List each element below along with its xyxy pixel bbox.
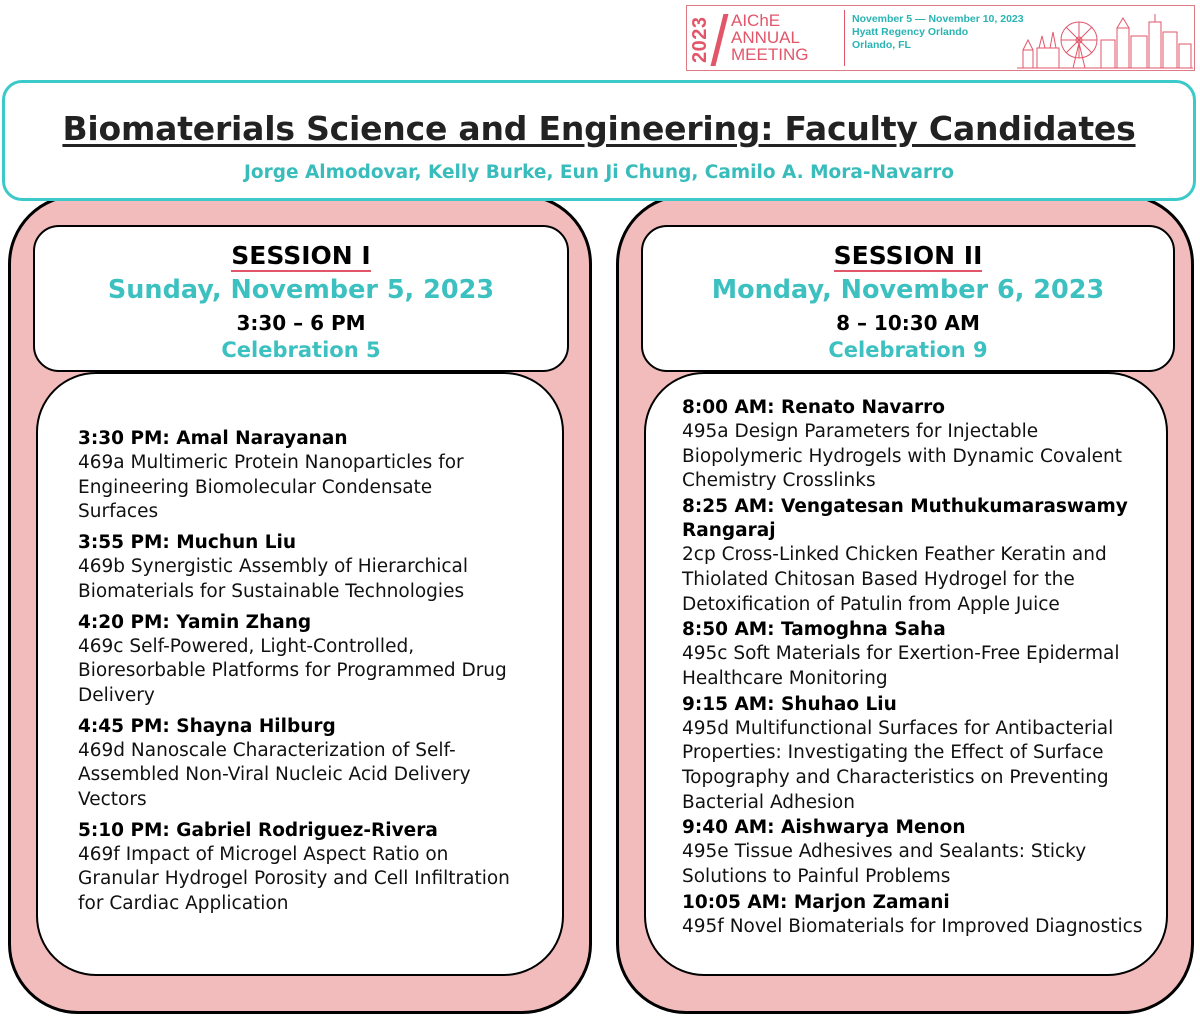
logo-venue: Hyatt Regency Orlando [852, 26, 969, 38]
talks-list [682, 396, 1152, 941]
logo-year: 2023 [689, 16, 711, 64]
talk-time-speaker: 3:30 PM: Amal Narayanan [78, 428, 348, 449]
talk-item [682, 891, 1152, 940]
talk-item [682, 396, 1152, 494]
talk-time-speaker: 8:50 AM: Tamoghna Saha [682, 619, 946, 641]
talks-box [644, 372, 1168, 976]
logo-org-name [731, 12, 841, 63]
session-room: Celebration 9 [828, 338, 988, 362]
talk-time-speaker: 8:00 AM: Renato Navarro [682, 397, 945, 418]
title-banner [2, 80, 1196, 201]
session-time: 3:30 – 6 PM [236, 311, 366, 335]
talk-time-speaker: 8:25 AM: Vengatesan Muthukumaraswamy Rangaraj [682, 496, 1128, 542]
session-label [643, 241, 1173, 270]
talk-item [78, 427, 518, 525]
talk-paper-title: 469b Synergistic Assembly of Hierarchical Biomaterials for Sustainable Technologies [78, 556, 468, 602]
session-date: Monday, November 6, 2023 [711, 275, 1105, 305]
talk-item [682, 495, 1152, 617]
talk-time-speaker: 9:15 AM: Shuhao Liu [682, 693, 897, 715]
logo-city: Orlando, FL [852, 39, 911, 51]
logo-org-line: ANNUAL [731, 28, 800, 47]
session-panel-2 [616, 194, 1194, 1014]
talk-paper-title: 469a Multimeric Protein Nanoparticles for Engineering Biomolecular Condensate Surfaces [78, 452, 464, 523]
talk-item [682, 693, 1152, 816]
session-panel-1 [8, 194, 592, 1014]
talk-item [78, 611, 518, 709]
talk-time-speaker: 4:45 PM: Shayna Hilburg [78, 715, 336, 737]
logo-event-details [852, 13, 1037, 52]
talk-paper-title: 495d Multifunctional Surfaces for Antibacterial Properties: Investigating the Effect of Surface Topography and Characteristics on Preventing Bacterial Adhesion [682, 717, 1114, 813]
talk-time-speaker: 3:55 PM: Muchun Liu [78, 532, 297, 554]
session-label-text: SESSION II [833, 241, 983, 270]
page-title: Biomaterials Science and Engineering: Faculty Candidates [62, 109, 1136, 148]
talk-paper-title: 469c Self-Powered, Light-Controlled, Bioresorbable Platforms for Programmed Drug Delivery [78, 635, 507, 706]
talk-item [78, 715, 518, 813]
logo-slash-mark [711, 14, 729, 66]
logo-org-line: AIChE [731, 11, 781, 30]
logo-org-line: MEETING [731, 45, 809, 64]
talk-item [682, 816, 1152, 889]
session-label [35, 241, 567, 270]
talk-time-speaker: 4:20 PM: Yamin Zhang [78, 611, 312, 633]
talk-time-speaker: 9:40 AM: Aishwarya Menon [682, 817, 966, 839]
talk-item [682, 618, 1152, 691]
talks-box [36, 372, 564, 976]
session-room: Celebration 5 [221, 338, 381, 362]
talk-paper-title: 495e Tissue Adhesives and Sealants: Sticky Solutions to Painful Problems [682, 841, 1087, 888]
talks-list [78, 427, 518, 923]
talk-paper-title: 2cp Cross-Linked Chicken Feather Keratin and Thiolated Chitosan Based Hydrogel for the Detoxification of Patulin from Apple Juice [682, 544, 1107, 615]
logo-divider [844, 10, 845, 66]
talk-time-speaker: 10:05 AM: Marjon Zamani [682, 891, 950, 913]
aiche-annual-meeting-logo [686, 5, 1195, 71]
logo-dates: November 5 — November 10, 2023 [852, 13, 1024, 25]
talk-paper-title: 495f Novel Biomaterials for Improved Diagnostics [682, 915, 1143, 937]
talk-paper-title: 469f Impact of Microgel Aspect Ratio on Granular Hydrogel Porosity and Cell Infiltration for Cardiac Application [78, 843, 510, 915]
talk-item [78, 531, 518, 604]
session-info-box [33, 225, 569, 372]
talk-paper-title: 495c Soft Materials for Exertion-Free Epidermal Healthcare Monitoring [682, 643, 1120, 689]
session-info-box [641, 225, 1175, 372]
orlando-skyline-icon [1017, 10, 1193, 70]
talk-item [78, 819, 518, 917]
session-date: Sunday, November 5, 2023 [107, 275, 495, 305]
session-time: 8 – 10:30 AM [836, 311, 980, 335]
chairs-list: Jorge Almodovar, Kelly Burke, Eun Ji Chung, Camilo A. Mora-Navarro [244, 162, 954, 183]
talk-paper-title: 495a Design Parameters for Injectable Biopolymeric Hydrogels with Dynamic Covalent Chemistry Crosslinks [682, 421, 1123, 492]
session-label-text: SESSION I [231, 241, 371, 270]
talk-paper-title: 469d Nanoscale Characterization of Self-Assembled Non-Viral Nucleic Acid Delivery Vectors [78, 739, 471, 811]
talk-time-speaker: 5:10 PM: Gabriel Rodriguez-Rivera [78, 819, 438, 841]
